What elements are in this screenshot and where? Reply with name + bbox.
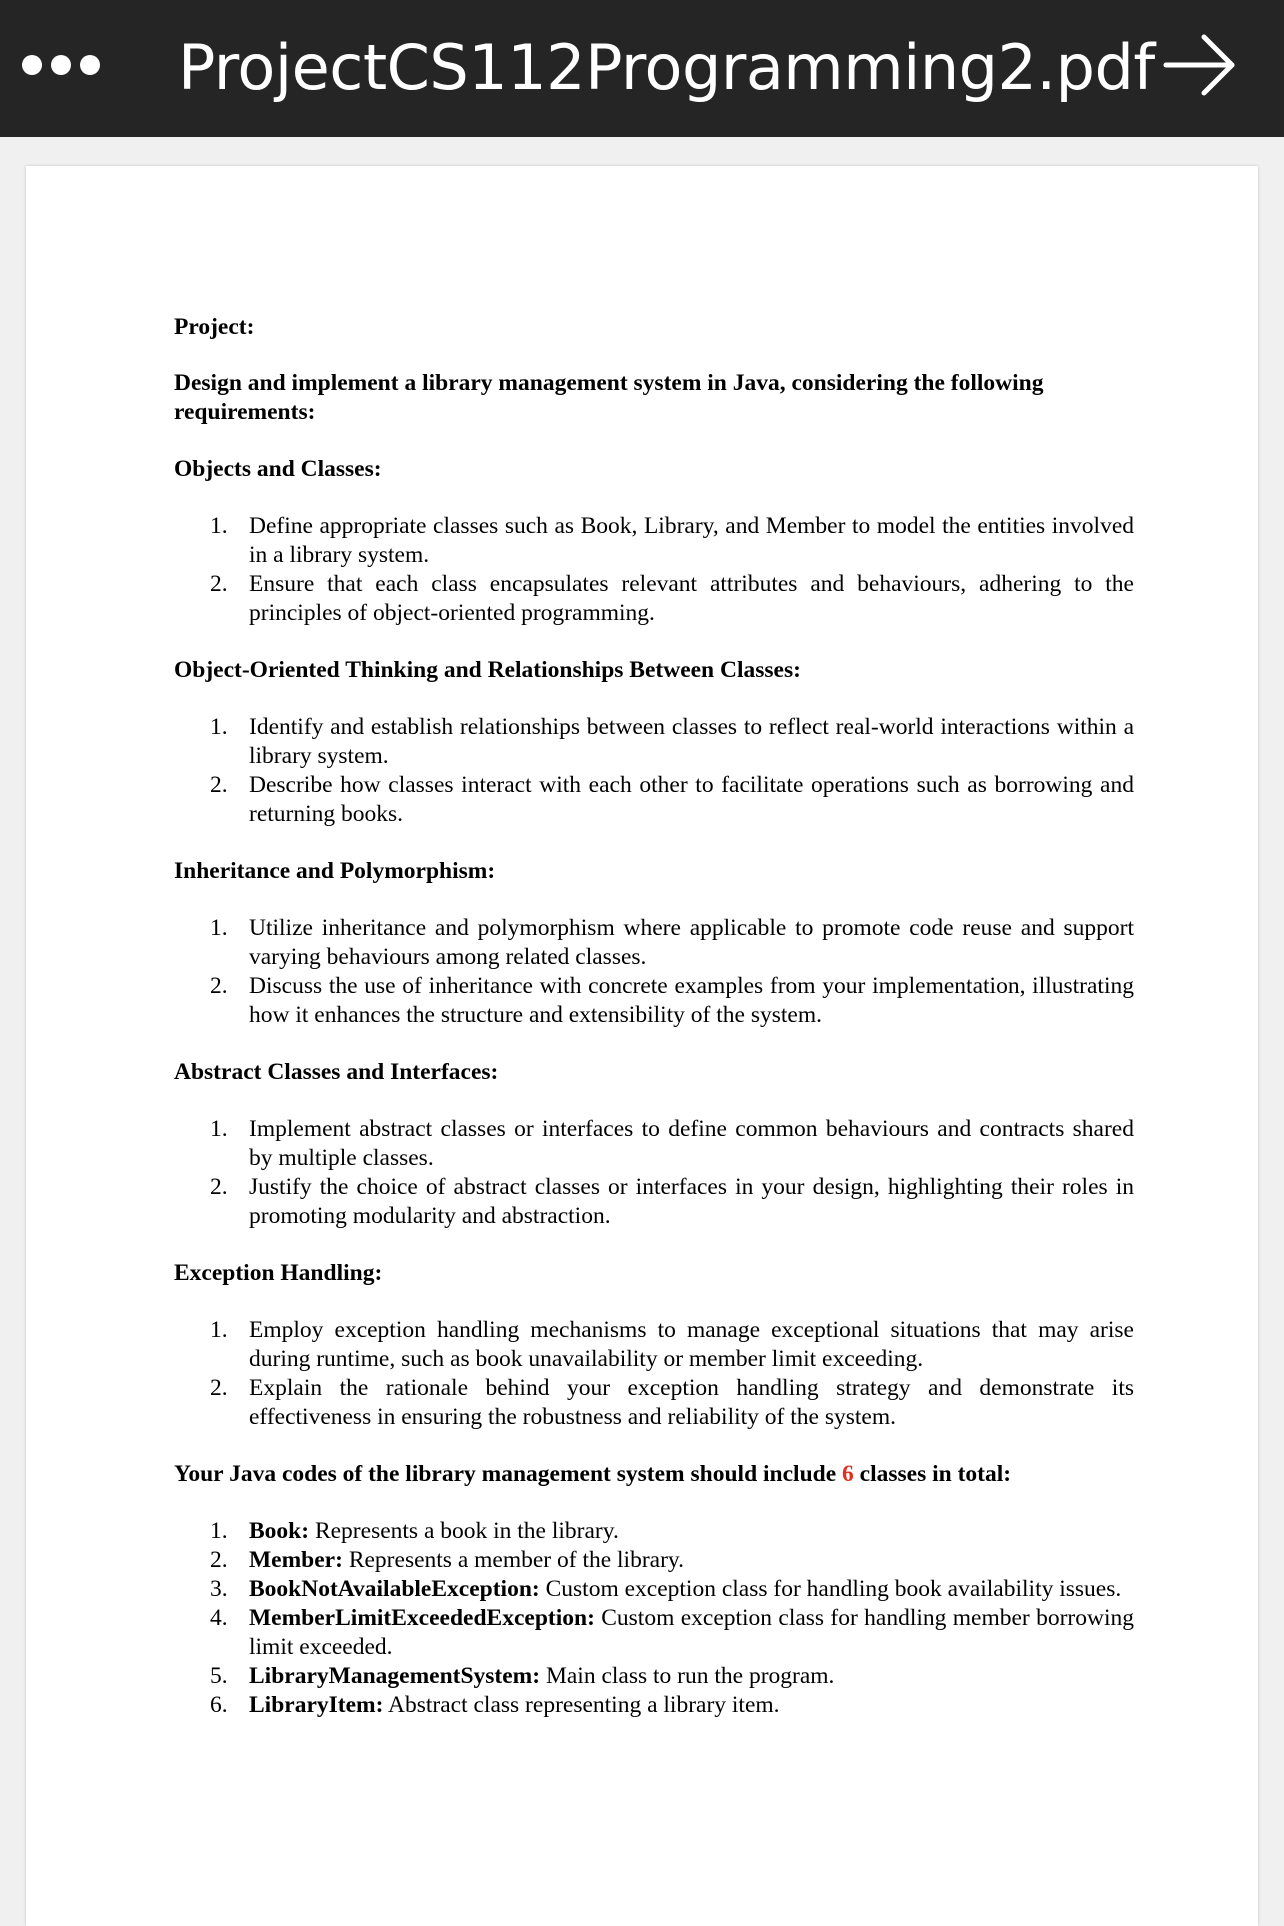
list-classes [174, 1517, 1134, 1720]
dot [22, 55, 42, 75]
classes-heading-after: classes in total: [853, 1461, 1012, 1487]
list-item [174, 512, 1134, 570]
class-name: MemberLimitExceededException: [249, 1605, 595, 1631]
class-desc: Custom exception class for handling member borrowing limit exceeded. [249, 1605, 1134, 1660]
class-desc: Represents a member of the library. [342, 1547, 685, 1573]
more-dots-icon[interactable] [22, 52, 100, 78]
list-exceptions [174, 1316, 1134, 1432]
list-number: 1. [210, 1317, 228, 1343]
section-heading-classes [174, 1460, 1134, 1489]
class-desc: Custom exception class for handling book availability issues. [539, 1576, 1122, 1602]
class-name: LibraryManagementSystem: [249, 1663, 541, 1689]
list-item-text: Discuss the use of inheritance with concrete examples from your implementation, illustrating how it enhances the structure and extensibility of the system. [249, 973, 1134, 1028]
class-desc: Main class to run the program. [540, 1663, 835, 1689]
list-number: 2. [210, 772, 228, 798]
page-content [174, 313, 1134, 1720]
list-number: 2. [210, 1375, 228, 1401]
list-item-text: Describe how classes interact with each other to facilitate operations such as borrowing and returning books. [249, 772, 1134, 827]
class-name: Member: [249, 1547, 343, 1573]
list-number: 2. [210, 571, 228, 597]
section-heading-objects-classes: Objects and Classes: [174, 456, 382, 482]
list-objects-classes [174, 512, 1134, 628]
list-number: 3. [210, 1576, 228, 1602]
classes-heading-before: Your Java codes of the library management system should include [174, 1461, 843, 1487]
section-heading-inheritance: Inheritance and Polymorphism: [174, 858, 496, 884]
project-intro: Design and implement a library management system in Java, considering the following requirements: [174, 370, 1044, 425]
list-oo-thinking [174, 713, 1134, 829]
list-item [174, 1546, 1134, 1575]
list-item [174, 771, 1134, 829]
list-item [174, 1604, 1134, 1662]
list-item [174, 914, 1134, 972]
section-heading-oo-thinking: Object-Oriented Thinking and Relationships Between Classes: [174, 657, 801, 683]
list-item-text: Identify and establish relationships between classes to reflect real-world interactions within a library system. [249, 714, 1134, 769]
list-inheritance [174, 914, 1134, 1030]
list-number: 4. [210, 1605, 228, 1631]
list-number: 6. [210, 1692, 228, 1718]
list-item [174, 1173, 1134, 1231]
list-number: 1. [210, 1116, 228, 1142]
list-item-text: Employ exception handling mechanisms to manage exceptional situations that may arise during runtime, such as book unavailability or member limit exceeding. [249, 1317, 1134, 1372]
list-item-text: Explain the rationale behind your exception handling strategy and demonstrate its effectiveness in ensuring the robustness and reliability of the system. [249, 1375, 1134, 1430]
list-number: 1. [210, 1518, 228, 1544]
list-number: 1. [210, 714, 228, 740]
list-item [174, 570, 1134, 628]
arrow-right-icon[interactable] [1160, 30, 1240, 100]
list-number: 1. [210, 513, 228, 539]
classes-count: 6 [842, 1461, 854, 1487]
class-name: LibraryItem: [249, 1692, 384, 1718]
list-number: 5. [210, 1663, 228, 1689]
dot [80, 55, 100, 75]
list-item-text: Ensure that each class encapsulates relevant attributes and behaviours, adhering to the principles of object-oriented programming. [249, 571, 1134, 626]
list-item [174, 1316, 1134, 1374]
list-item [174, 713, 1134, 771]
top-bar [0, 0, 1284, 137]
list-number: 1. [210, 915, 228, 941]
class-name: Book: [249, 1518, 310, 1544]
pdf-page [26, 166, 1258, 1926]
class-desc: Represents a book in the library. [309, 1518, 619, 1544]
section-heading-abstract: Abstract Classes and Interfaces: [174, 1059, 499, 1085]
list-item-text: Define appropriate classes such as Book, Library, and Member to model the entities involved in a library system. [249, 513, 1134, 568]
list-number: 2. [210, 1547, 228, 1573]
list-number: 2. [210, 973, 228, 999]
list-abstract [174, 1115, 1134, 1231]
list-number: 2. [210, 1174, 228, 1200]
list-item [174, 1662, 1134, 1691]
list-item-text: Implement abstract classes or interfaces to define common behaviours and contracts shared by multiple classes. [249, 1116, 1134, 1171]
list-item [174, 1691, 1134, 1720]
list-item [174, 1115, 1134, 1173]
list-item [174, 1517, 1134, 1546]
class-desc: Abstract class representing a library item. [383, 1692, 780, 1718]
list-item-text: Justify the choice of abstract classes or interfaces in your design, highlighting their roles in promoting modularity and abstraction. [249, 1174, 1134, 1229]
project-label: Project: [174, 314, 255, 340]
file-title: ProjectCS112Programming2.pdf [178, 31, 1155, 104]
class-name: BookNotAvailableException: [249, 1576, 540, 1602]
list-item [174, 972, 1134, 1030]
section-heading-exceptions: Exception Handling: [174, 1260, 383, 1286]
dot [51, 55, 71, 75]
list-item [174, 1575, 1134, 1604]
list-item-text: Utilize inheritance and polymorphism where applicable to promote code reuse and support varying behaviours among related classes. [249, 915, 1134, 970]
list-item [174, 1374, 1134, 1432]
